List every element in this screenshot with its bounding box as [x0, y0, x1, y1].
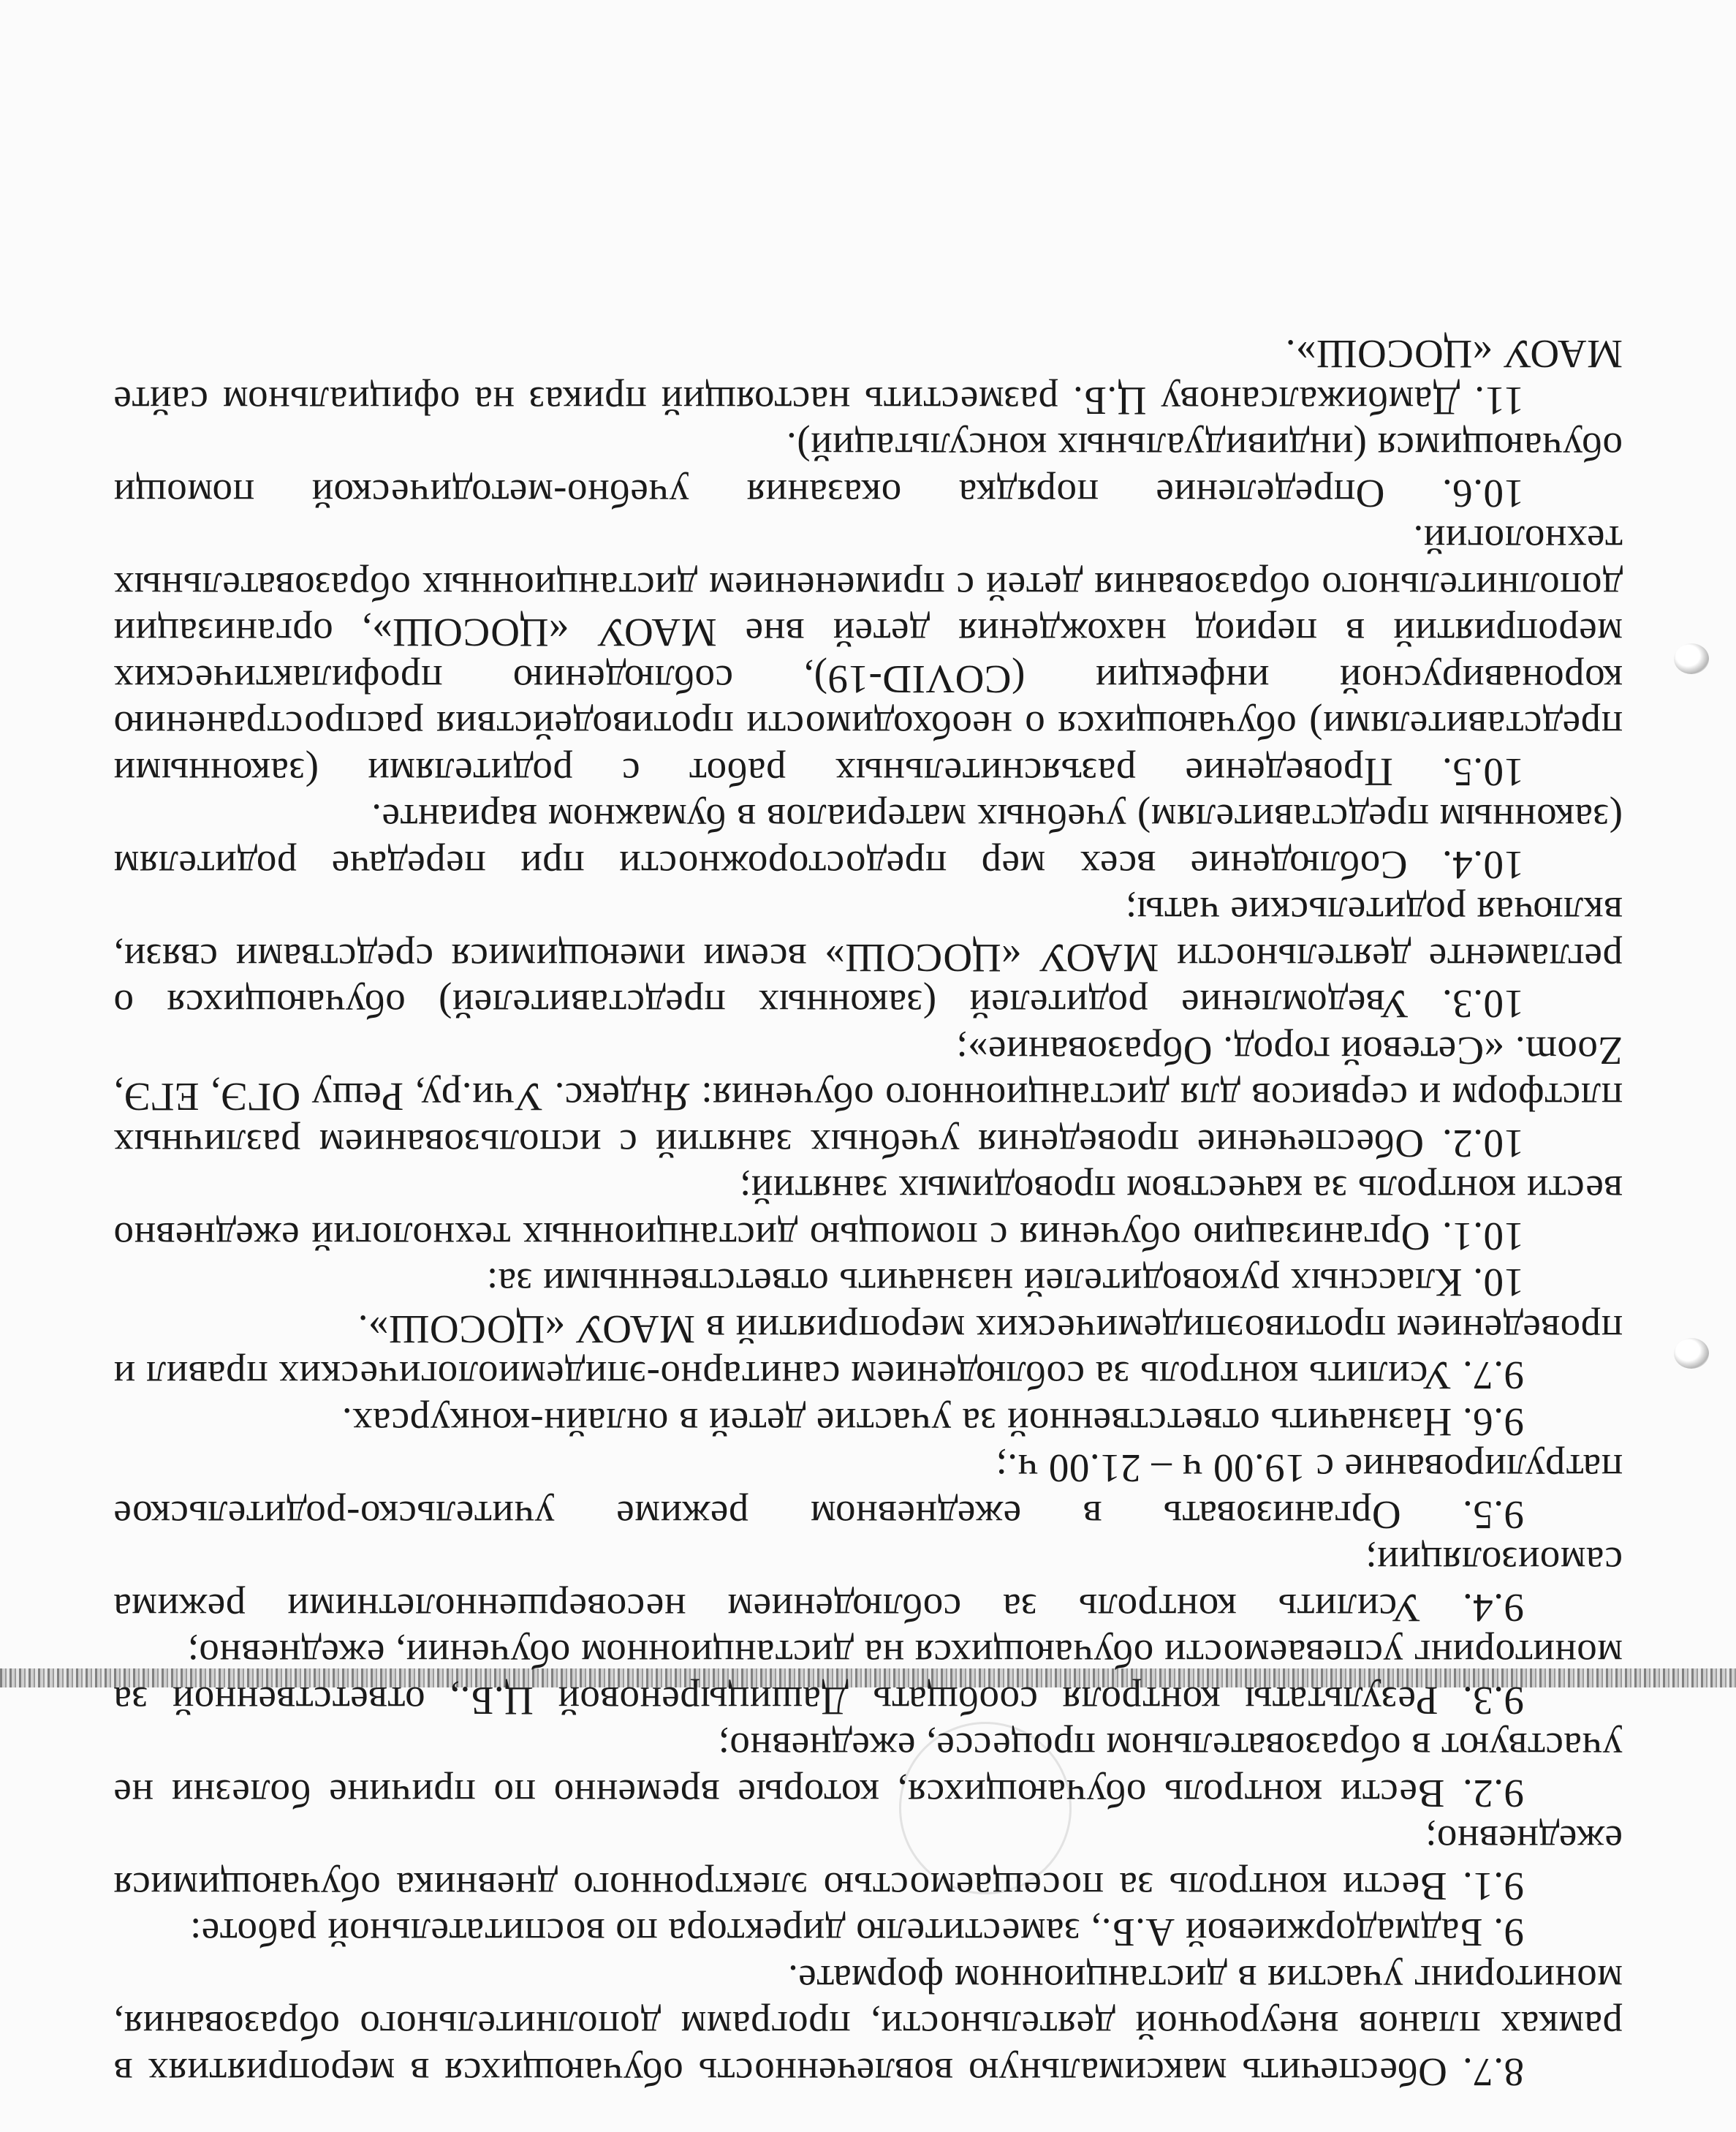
paragraph-10-3: 10.3. Уведомление родителей (законных представителей) обучающихся о регламенте деятельности МАОУ «ЦОСОШ» всеми имеющимися средствами связи, включая родительские чаты;: [113, 889, 1623, 1027]
paragraph-8-7: 8.7. Обеспечить максимальную вовлеченность обучающихся в мероприятиях в рамках планов внеурочной деятельности, программ дополнительного образования, мониторинг участия в дистанционном формате.: [113, 1957, 1623, 2095]
paragraph-10-5: 10.5. Проведение разъяснительных работ с родителями (законными представителями) обучающихся о необходимости противодействия распространению коронавирусной инфекции (COVID-19), соблюдению профилактических мероприятий в период нахождения детей вне МАОУ «ЦОСОШ», организации дополнительного образования детей с применением дистанционных образовательных технологий.: [113, 518, 1623, 795]
paragraph-10-4: 10.4. Соблюдение всех мер предосторожности при передаче родителям (законным представителям) учебных материалов в бумажном варианте.: [113, 796, 1623, 888]
paragraph-9-3: 9.3. Результаты контроля сообщать Дашицыреновой Ц.Б., ответственной за мониторинг успеваемости обучающихся на дистанционном обучении, ежедневно;: [113, 1632, 1623, 1723]
paragraph-9-5: 9.5. Организовать в ежедневном режиме учительско-родительское патрулирование с 19.00 ч – 21.00 ч.;: [113, 1446, 1623, 1538]
paragraph-9: 9. Бадмадоржиевой А.Б., заместителю директора по воспитательной работе:: [189, 1910, 1524, 1956]
paragraph-9-1: 9.1. Вести контроль за посещаемостью электронного дневника обучающимися ежедневно;: [113, 1818, 1623, 1909]
paragraph-9-4: 9.4. Усилить контроль за соблюдением несовершеннолетними режима самоизоляции;: [113, 1539, 1623, 1630]
paragraph-9-6: 9.6. Назначить ответственной за участие детей в онлайн-конкурсах.: [341, 1400, 1524, 1445]
paragraph-9-2: 9.2. Вести контроль обучающихся, которые временно по причине болезни не участвуют в образовательном процессе, ежедневно;: [113, 1725, 1623, 1816]
paragraph-10-6: 10.6. Определение порядка оказания учебно-методической помощи обучающимся (индивидуальных консультаций).: [113, 425, 1623, 516]
paragraph-10-2: 10.2. Обеспечение проведения учебных занятий с использованием различных плстформ и сервисов для дистанционного обучения: Яндекс. Учи.ру, Решу ОГЭ, ЕГЭ, Zoom. «Сетевой город. Образование»;: [113, 1029, 1623, 1166]
paragraph-10: 10. Классных руководителей назначить ответственными за:: [486, 1260, 1524, 1306]
paragraph-11: 11. Дамбижалсанову Ц.Б. разместить настоящий приказ на официальном сайте МАОУ «ЦОСОШ».: [113, 332, 1623, 423]
order-text-body: [113, 331, 1623, 2095]
paragraph-9-7: 9.7. Усилить контроль за соблюдением санитарно-эпидемиологических правил и проведением противоэпидемических мероприятий в МАОУ «ЦОСОШ».: [113, 1307, 1623, 1399]
paragraph-10-1: 10.1. Организацию обучения с помощью дистанционных технологий ежедневно вести контроль за качеством проводимых занятий;: [113, 1168, 1623, 1259]
